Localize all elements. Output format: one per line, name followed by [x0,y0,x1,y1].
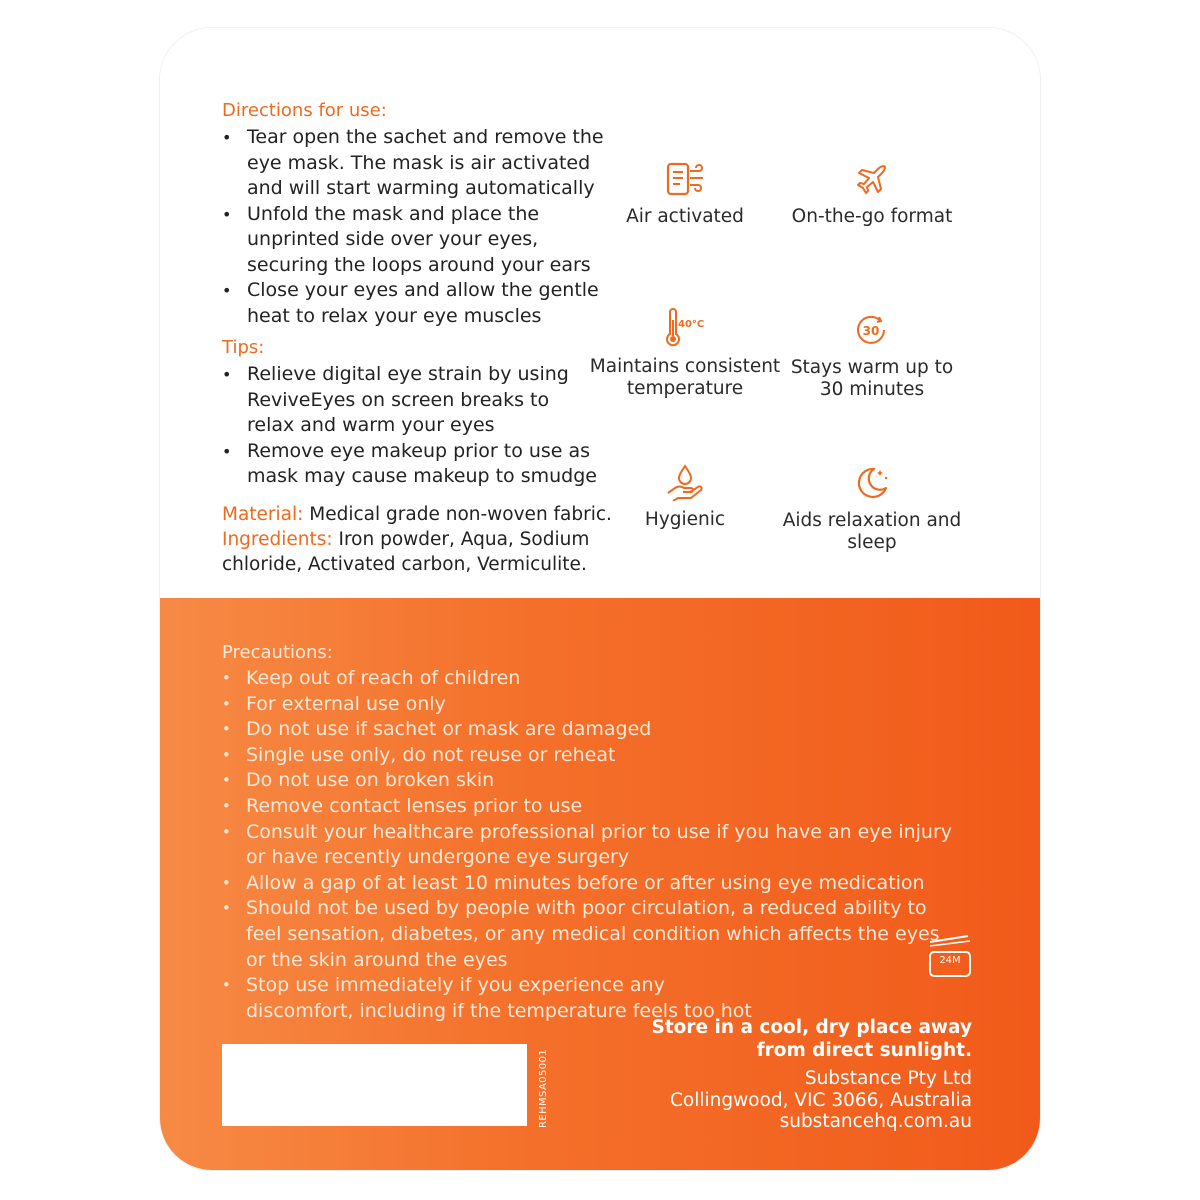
feature-consistent-temperature [582,308,788,400]
ingredients-label: Ingredients: [222,529,333,550]
company-address: Collingwood, VIC 3066, Australia [670,1089,972,1111]
precaution-item: • Single use only, do not reuse or reheat [222,743,962,769]
feature-air-activated [590,162,780,228]
material-text: Medical grade non-woven fabric. [303,504,612,525]
timer-minutes-text: 30 [862,324,880,338]
hand-drop-icon [665,463,705,501]
precautions-title: Precautions: [222,642,333,663]
sachet-back-panel [160,28,1040,1170]
tips-item: • Relieve digital eye strain by using ReviveEyes on screen breaks to relax and warm your eyes [222,362,602,439]
company-website: substancehq.com.au [779,1111,972,1132]
precaution-item: • Consult your healthcare professional prior to use if you have an eye injury or have recently undergone eye surgery [222,820,962,871]
feature-label: Hygienic [644,509,726,530]
feature-stays-warm [777,311,967,401]
precaution-item: • Stop use immediately if you experience any discomfort, including if the temperature feels too hot [222,973,766,1024]
barcode-label-area [222,1044,527,1126]
directions-title: Directions for use: [222,100,387,121]
material-label: Material: [222,504,304,525]
feature-label: On-the-go format [791,206,953,227]
product-code: REHMSA05001 [538,1049,549,1128]
feature-label: Aids relaxation and sleep [782,510,962,553]
company-info [670,1068,972,1133]
storage-instructions [652,1016,973,1062]
tips-list [222,362,602,490]
directions-item: • Close your eyes and allow the gentle heat to relax your eye muscles [222,278,607,329]
air-activated-icon [662,162,708,198]
material-line [222,502,622,527]
tips-item: • Remove eye makeup prior to use as mask may cause makeup to smudge [222,439,602,490]
white-panel [160,28,1040,598]
feature-label: Air activated [626,206,744,227]
moon-stars-icon [852,464,892,502]
orange-panel [160,598,1040,1170]
precaution-item: • Allow a gap of at least 10 minutes before or after using eye medication [222,871,962,897]
feature-label: Maintains consistent temperature [589,356,781,399]
feature-aids-relaxation [777,464,967,554]
precaution-item: • Do not use if sachet or mask are damaged [222,717,962,743]
precaution-item: • Do not use on broken skin [222,768,962,794]
thermometer-temp-text: 40°C [678,319,705,330]
ingredients-text: Iron powder, Aqua, Sodium chloride, Activated carbon, Vermiculite. [222,529,590,575]
precaution-item: • Remove contact lenses prior to use [222,794,962,820]
period-after-opening-symbol [928,934,972,984]
feature-hygienic [590,463,780,531]
timer-30-icon [852,311,892,349]
pao-label: 24M [939,955,961,966]
feature-on-the-go [777,162,967,228]
precaution-item: • Should not be used by people with poor circulation, a reduced ability to feel sensation, diabetes, or any medical condition which affects the eyes or the skin around the eyes [222,896,962,973]
material-ingredients [222,502,622,577]
company-name: Substance Pty Ltd [804,1068,972,1089]
precaution-item: • Keep out of reach of children [222,666,962,692]
precautions-list [222,666,962,1024]
storage-line: from direct sunlight. [756,1040,972,1061]
directions-item: • Tear open the sachet and remove the eye mask. The mask is air activated and will start warming automatically [222,125,607,202]
feature-label: Stays warm up to 30 minutes [790,357,954,400]
airplane-icon [854,162,890,198]
ingredients-line [222,527,622,577]
storage-line: Store in a cool, dry place away [651,1017,972,1038]
directions-item: • Unfold the mask and place the unprinted side over your eyes, securing the loops around your ears [222,202,607,279]
directions-list [222,125,607,329]
thermometer-icon [661,308,709,348]
tips-title: Tips: [222,337,265,358]
precaution-item: • For external use only [222,692,962,718]
